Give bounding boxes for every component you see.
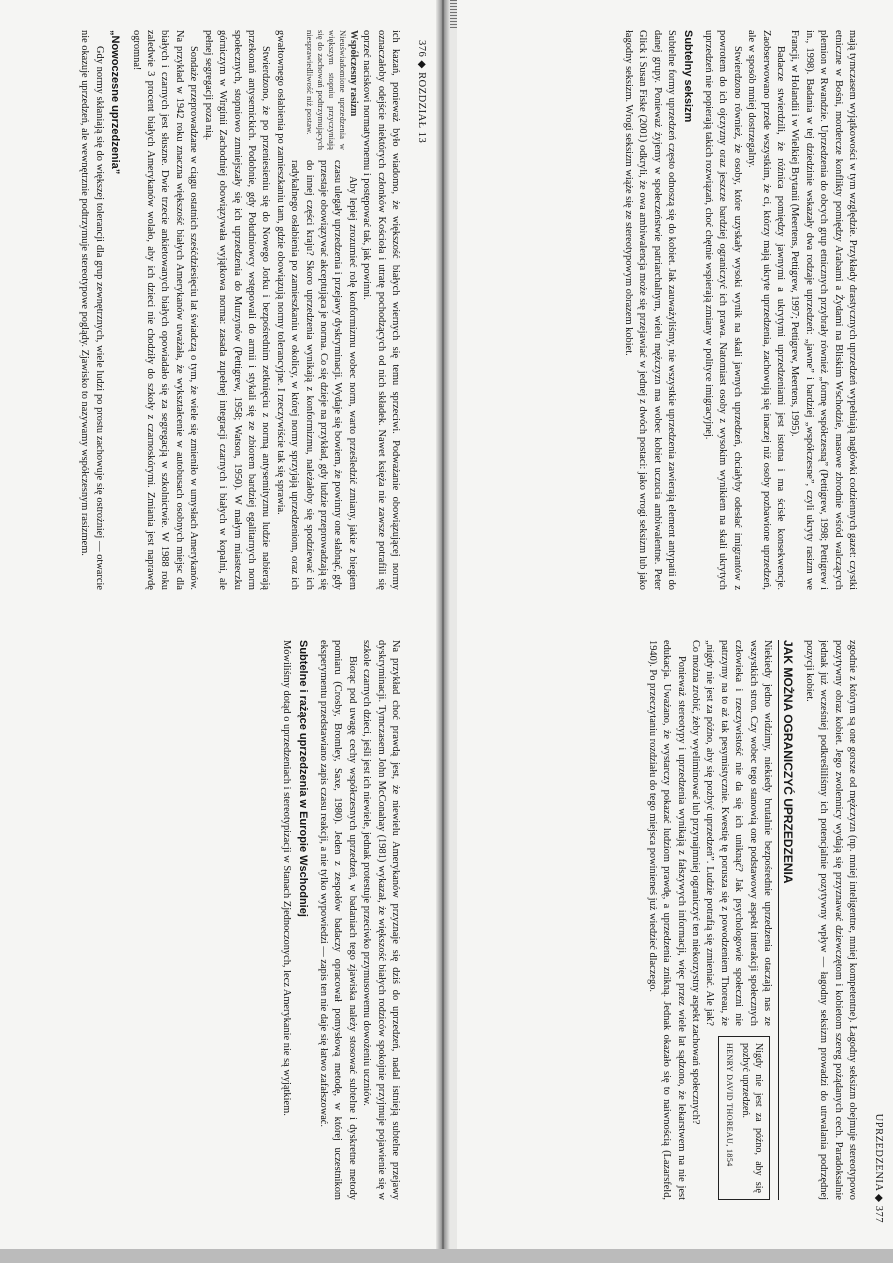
left-running-head: 376 ◆ ROZDZIAŁ 13 — [416, 40, 427, 144]
paragraph: Stwierdzono również, że osoby, które uzyskały wysoki wynik na skali jawnych uprzedzeń, chciałyby odesłać imigrantów z powrotem do ich ojczyzny oraz jeszcze bardziej ograniczyć ich prawa. Natomiast osoby z wysokim wynikiem na skali ukrytych uprzedzeń nie popierają takich rozwiązań, choć chętnie wspierają zmiany w polityce imigracyjnej. — [702, 30, 743, 590]
paragraph: Badacze stwierdzili, że różnica pomiędzy jawnymi a ukrytymi uprzedzeniami jest istotna i ma ścisłe konsekwencje. Zaobserwowano przede wszystkim, że ci, którzy mają ukryte uprzedzenia, zachowują się inaczej niż osoby pozbawione uprzedzeń, ale w sposób mniej dostrzegalny. — [746, 30, 786, 590]
subheading: Subtelny seksizm — [681, 30, 694, 123]
paragraph: Mówiliśmy dotąd o uprzedzeniach i stereotypizacji w Stanach Zjednoczonych, lecz Amerykanie nie są wyjątkiem. — [281, 640, 293, 1116]
right-running-head: UPRZEDZENIA ◆ 377 — [873, 1113, 884, 1223]
paragraph: Aby lepiej zrozumieć rolę konformizmu wobec norm, warto prześledzić zmiany, jakie z biegiem czasu ulegały uprzedzenia i przejawy dyskryminacji. Wydaje się bowiem, że powinny one słabnąć, gdy przestaje obowiązywać akceptująca je norma. Co się dzieje na przykład, gdy ludzie przeprowadzają się do innej części kraju? Skoro uprzedzenia wynikają z konformizmu, należałoby się spodziewać ich radykalnego osłabienia po zamieszkaniu w okolicy, w której normy sprzyjają uprzedzeniom, oraz ich gwałtownego osłabienia po zamieszkaniu tam, gdzie obowiązują normy tolerancyjne. I rzeczywiście tak się sprawia. — [274, 30, 358, 590]
right-column-1 — [467, 30, 859, 590]
quote-attribution: HENRY DAVID THOREAU, 1854 — [724, 1043, 734, 1167]
right-page — [457, 0, 893, 1263]
quote-text: Nigdy nie jest za późno, aby się pozbyć uprzedzeń. — [739, 1043, 764, 1193]
subheading: „Nowoczesne uprzedzenia” — [109, 30, 122, 175]
paragraph: Na przykład choć prawdą jest, że niewielu Amerykanów przyznaje się dziś do uprzedzeń, nadal istnieją subtelne przejawy dyskryminacji. Tymczasem John McConahay (1981) wykazał, że większość białych rodziców spokojnie przyjmuje pojawienie się w szkole czarnych dzieci, jeśli jest ich niewiele, jednak protestuje przeciwko przymusowemu dowożeniu uczniów. — [361, 640, 401, 1200]
paragraph: Biorąc pod uwagę cechy współczesnych uprzedzeń, w badaniach tego zjawiska należy stosować subtelne i dyskretne metody pomiaru (Crosby, Bromley, Saxe, 1980). Jeden z zespołów badaczy opracował pomysłową metodę, w której uczestnikom eksperymentu przedstawiano zapis czasu reakcji, a nie tylko wypowiedzi — zapis ten nie daje się łatwo zafałszować. — [317, 640, 358, 1200]
section-title: JAK MOŻNA OGRANICZYĆ UPRZEDZENIA — [778, 640, 795, 1200]
scan-edge-bottom — [0, 1249, 893, 1263]
paragraph: zgodnie z którym są one gorsze od mężczyzn (np. mniej inteligentne, mniej kompetentne). Łagodny seksizm obejmuje stereotypowo pozytywny obraz kobiet. Jego zwolennicy wydają się przyznawać dziewczętom i kobietom szereg pożądanych cech. Paradoksalnie jednak już wcześniej podkreśliliśmy ich potencjalnie pozytywny wpływ — łagodny seksizm prowadzi do utrwalania podrzędnej pozycji kobiet. — [803, 640, 858, 1200]
paragraph: Gdy normy skłaniają się do większej tolerancji dla grup zewnętrznych, wiele ludzi po prostu zachowuje się ostrożniej — otwarcie nie okazuje uprzedzeń, ale wewnętrznie podtrzymuje stereotypowe poglądy. Zjawisko to nazywamy współczesnym rasizmem. — [79, 30, 105, 590]
right-column-2 — [467, 640, 859, 1200]
margin-note-text: Nieuświadomione uprzedzenia w większym stopniu przyczyniają się do zachowań podtrzymujących niesprawiedliwość niż postaw. — [304, 30, 348, 150]
margin-note-title: Współczesny rasizm — [347, 30, 359, 117]
paragraph: Ponieważ stereotypy i uprzedzenia wynikają z fałszywych informacji, więc przez wiele lat sądzono, że lekarstwem na nie jest edukacja. Uważano, że wystarczy pokazać ludziom prawdę, a uprzedzenia znikną. Jednak okazało się to naiwnością (Lazarsfeld, 1940). Po przeczytaniu rozdziału do tego miejsca powinieneś już wiedzieć dlaczego. — [646, 640, 687, 1200]
left-column-2 — [10, 640, 402, 1200]
book-spine-shadow — [436, 0, 450, 1263]
paragraph: ich kazań, ponieważ było wiadomo, że większość białych wiernych się temu sprzeciwi. Podważanie obowiązującej normy oznaczałoby odejście niektórych członków Kościoła i utratę pochodzących od nich składek. Nawet księża nie zawsze potrafili się oprzeć naciskowi normatywnemu i postępować tak, jak powinni. — [361, 30, 401, 590]
paragraph: Sondaże przeprowadzane w ciągu ostatnich sześćdziesięciu lat świadczą o tym, że wiele się zmieniło w umysłach Amerykanów. Na przykład w 1942 roku znaczna większość białych Amerykanów uważała, że wykształcenie w autobusach osobnych miejsc dla białych i czarnych jest słuszne. Dwie trzecie ankietowanych białych opowiadało się za segregacją w szkolnictwie. W 1988 roku zaledwie 3 procent białych Amerykanów wolało, aby ich dzieci nie chodziły do szkoły z czarnoskórymi. Zmiania jest naprawdę ogromna! — [130, 30, 200, 590]
paragraph: Subtelne formy uprzedzeń często odnoszą się do kobiet. Jak zauważyliśmy, nie wszystkie uprzedzenia zawierają element antypatii do danej grupy. Ponieważ żyjemy w społeczeństwie patriarchalnym, wielu mężczyzn ma wobec kobiet uczucia ambiwalentne. Peter Glick i Susan Fiske (2001) odkryli, że owa ambiwalencja może się przejawiać w jednej z dwóch postaci: jako wrogi seksizm lub jako łagodny seksizm. Wrogi seksizm wiąże się ze stereotypowym obrazem kobiet. — [622, 30, 678, 590]
paragraph: mają tymczasem wyjątkowości w tym względzie. Przykłady drastycznych uprzedzeń wypełniają nagłówki codziennych gazet: czystki etniczne w Bośni, mordercze konflikty pomiędzy Arabami a Żydami na Bliskim Wschodzie, masowe zbrodnie wśród walczących plemion w Rwandzie. Uprzedzenia do obcych grup etnicznych przybrały również „formę współczesną” (Pettigrew, 1998; Pettigrew i in., 1998). Badania w tej dziedzinie wskazały dwa rodzaje uprzedzeń: „jawne” i bardziej „współczesne”, czyli ukryty rasizm we Francji, w Holandii i w Wielkiej Brytanii (Meertens, Pettigrew, 1997; Pettigrew, Meertens, 1995). — [789, 30, 858, 590]
paragraph: Stwierdzono, że po przeniesieniu się do Nowego Jorku i bezpośrednim zetknięciu z normą antysemityzmu ludzie nabierają przekonań antysemickich. Podobnie, gdy Południowcy wstępowali do armii i stykali się ze zbiorem bardziej egalitarnych norm społecznych, stopniowo zmniejszały się ich uprzedzenia do Murzynów (Pettigrew, 1958; Watson, 1950). W małym miasteczku górniczym w Wirginii Zachodniej obowiązywała wyjątkowa norma: zasada zupełnej integracji czarnych i białych w kopalni, ale pełnej segregacji poza nią. — [202, 30, 272, 590]
quote-box — [718, 1036, 770, 1200]
left-page — [0, 0, 436, 1263]
margin-note — [304, 30, 359, 150]
left-column-1 — [10, 30, 402, 590]
subheading: Subtelne i rażące uprzedzenia w Europie Wschodniej — [296, 640, 309, 917]
paragraph: Niekiedy jedno widzimy, niekiedy brutalnie bezpośrednie uprzedzenia otaczają nas ze wszystkich stron. Czy wobec tego stanowią one podstawowy aspekt interakcji społecznych człowieka i rzeczywistość nie da się ich uniknąć? Jak psychologowie społeczni nie patrzymy na to aż tak pesymistycznie. Kwestię tę porusza się z powodzeniem Thoreau, że „nigdy nie jest za późno, aby się pozbyć uprzedzeń”. Ludzie potrafią się zmieniać. Ale jak? Co można zrobić, żeby wyeliminować lub przynajmniej ograniczyć ten niekorzystny aspekt zachowań społecznych? — [689, 640, 773, 1125]
